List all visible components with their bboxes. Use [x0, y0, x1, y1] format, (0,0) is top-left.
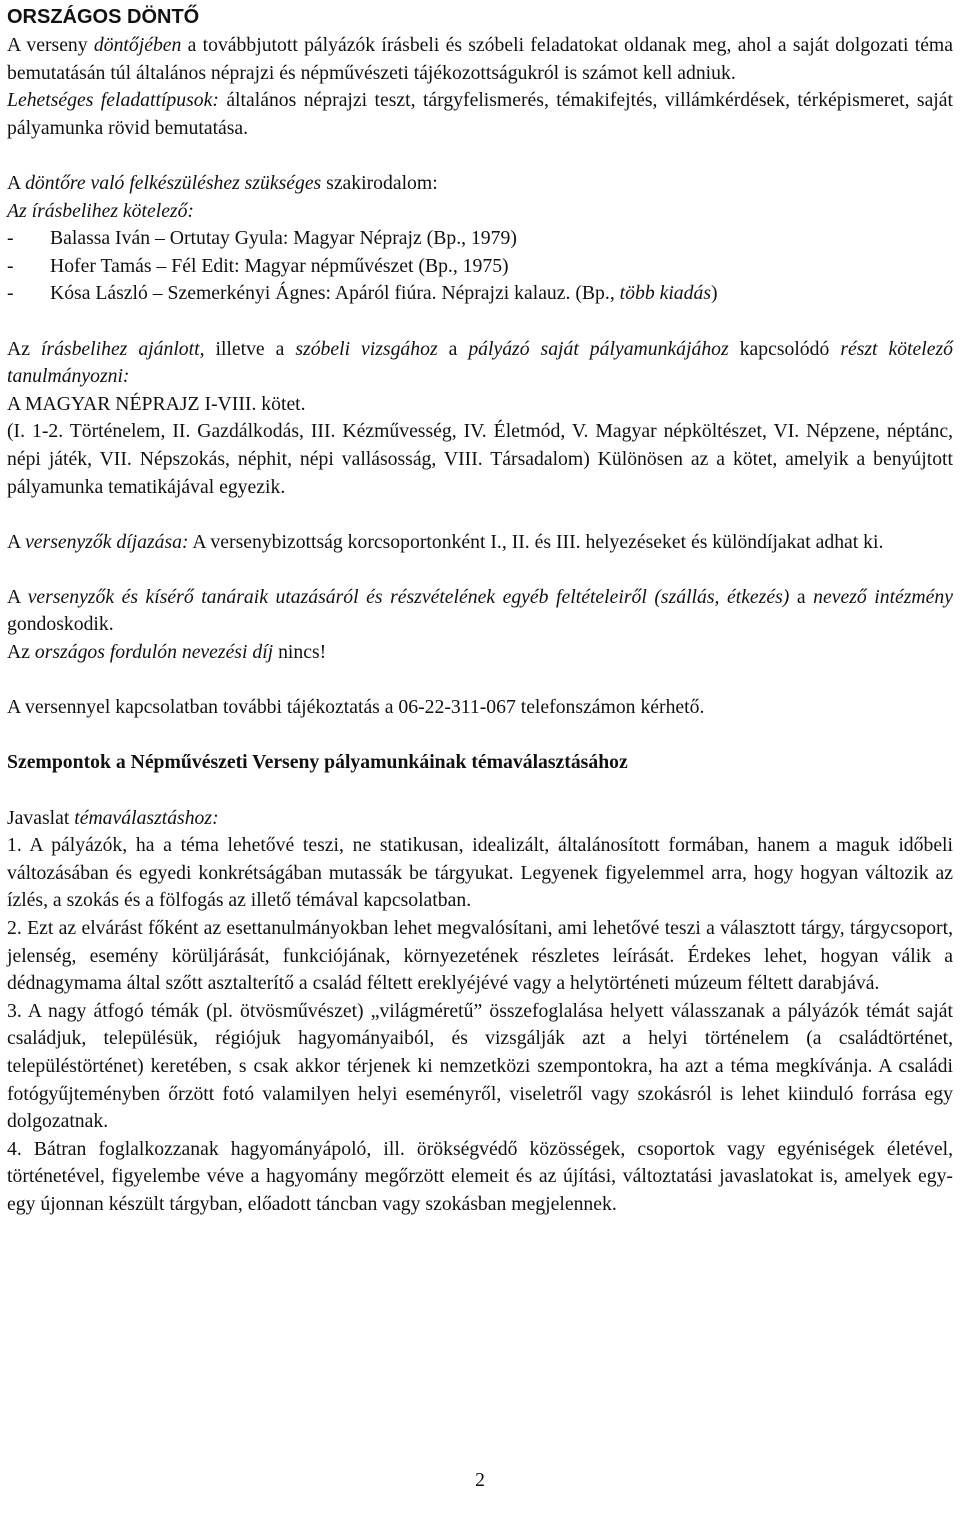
section-title-szempontok: Szempontok a Népművészeti Verseny pályamunkáinak témaválasztásához	[7, 751, 628, 774]
suggestion-point: 4. Bátran foglalkozzanak hagyományápoló, ill. örökségvédő közösségek, csoportok vagy egyéniségek életével, történetével, figyelembe véve a hagyomány megőrzött elemeit és az újítási, változtatási javaslatokat is, amelyek egy-egy újonnan készült tárgyban, előadott táncban vagy szokásban megjelennek.	[7, 1137, 953, 1215]
awards-paragraph: A versenyzők díjazása: A versenybizottság korcsoportonként I., II. és III. helyezéseket és különdíjakat adhat ki.	[7, 530, 884, 553]
intro-paragraph: A verseny döntőjében a továbbjutott pályázók írásbeli és szóbeli feladatokat oldanak meg, ahol a saját dolgozati téma bemutatásán túl általános néprajzi és népművészeti tájékozottságukról is számot kell adniuk.	[7, 34, 953, 84]
literature-item: - Hofer Tamás – Fél Edit: Magyar népművészet (Bp., 1975)	[7, 254, 509, 277]
magyar-neprajz-title: A MAGYAR NÉPRAJZ I-VIII. kötet.	[7, 392, 306, 415]
suggestion-point: 2. Ezt az elvárást főként az esettanulmányokban lehet megvalósítani, ami lehetővé teszi a választott tárgy, tárgycsoport, jelenség, esemény körüljárását, funkciójának, környezetének részletes leírását. Érdekes lehet, hogyan válik a dédnagymama által szőtt asztalterítő a család féltett ereklyéjévé vagy a helytörténeti múzeum féltett darabjává.	[7, 917, 953, 995]
page-number: 2	[475, 1469, 485, 1491]
literature-intro: A döntőre való felkészüléshez szükséges szakirodalom:	[7, 171, 438, 194]
literature-item: - Balassa Iván – Ortutay Gyula: Magyar Néprajz (Bp., 1979)	[7, 227, 517, 250]
recommended-paragraph: Az írásbelihez ajánlott, illetve a szóbeli vizsgához a pályázó saját pályamunkájához kapcsolódó részt kötelező tanulmányozni:	[7, 337, 953, 388]
suggestion-point: 3. A nagy átfogó témák (pl. ötvösművészet) „világméretű” összefoglalása helyett válasszanak a pályázók témát saját családjuk, településük, régiójuk hagyományaiból, és vizsgálják azt a helyi történelem (a családtörténet, településtörténet) keretében, s csak akkor térjenek ki nemzetközi szempontokra, ha azt a téma megkívánja. A családi fotógyűjteményben őrzött fotó valamilyen helyi eseményről, viseletről vagy szokásról is lehet kiinduló forrása egy dolgozatnak.	[7, 999, 953, 1133]
travel-paragraph: A versenyzők és kísérő tanáraik utazásáról és részvételének egyéb feltételeiről (szállás, étkezés) a nevező intézmény gondoskodik.	[7, 585, 953, 636]
suggestion-point: 1. A pályázók, ha a téma lehetővé teszi, ne statikusan, idealizált, általánosított formában, hanem a maguk időbeli változásában és egyedi konkrétságában mutassák be tárgyukat. Legyenek figyelemmel arra, hogy hogyan változik az ízlés, a szokás és a fölfogás az illető témával kapcsolatban.	[7, 834, 953, 912]
required-label: Az írásbelihez kötelező:	[7, 199, 194, 222]
task-types-paragraph: Lehetséges feladattípusok: általános néprajzi teszt, tárgyfelismerés, témakifejtés, villámkérdések, térképismeret, saját pályamunka rövid bemutatása.	[7, 89, 953, 139]
suggestion-label: Javaslat témaválasztáshoz:	[7, 806, 219, 829]
fee-note: Az országos fordulón nevezési díj nincs!	[7, 641, 327, 664]
volume-list: (I. 1-2. Történelem, II. Gazdálkodás, III. Kézművesség, IV. Életmód, V. Magyar népköltészet, VI. Népzene, néptánc, népi játék, VII. Népszokás, néphit, népi vallásosság, VIII. Társadalom) Különösen az a kötet, amelyik a benyújtott pályamunka tematikájával egyezik.	[7, 420, 953, 498]
contact-info: A versennyel kapcsolatban további tájékoztatás a 06-22-311-067 telefonszámon kérhető.	[7, 696, 705, 719]
section-title-orszagos-donto: ORSZÁGOS DÖNTŐ	[7, 6, 200, 28]
literature-item: - Kósa László – Szemerkényi Ágnes: Apáról fiúra. Néprajzi kalauz. (Bp., több kiadás)	[7, 282, 718, 305]
